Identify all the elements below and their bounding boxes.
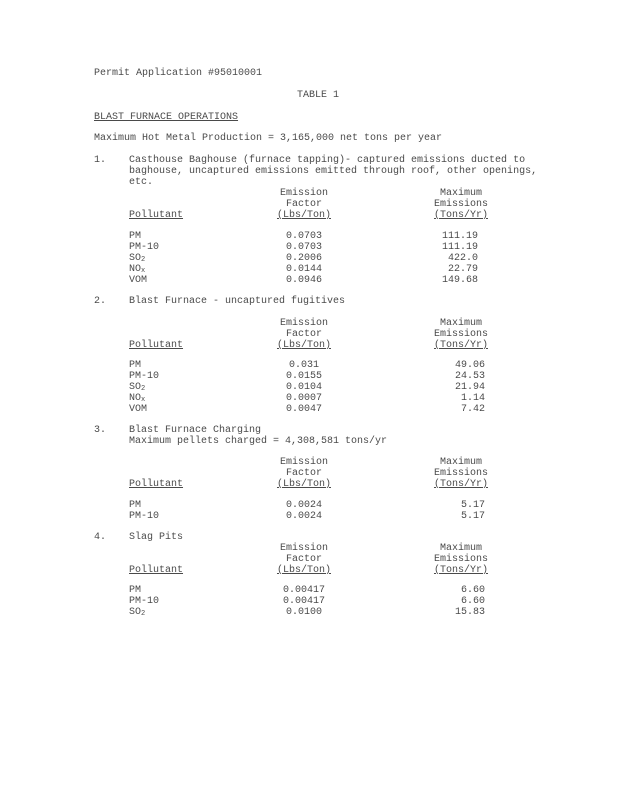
maximum-emissions: 22.79 (447, 264, 478, 275)
col-header-emissions: (Tons/Yr) (433, 565, 488, 576)
emission-factor: 0.2006 (285, 253, 322, 264)
col-header-factor: Emission (279, 543, 328, 554)
maximum-emissions: 5.17 (460, 500, 485, 511)
emission-factor: 0.031 (288, 360, 319, 371)
maximum-emissions: 149.68 (441, 275, 478, 286)
col-header-factor: Factor (285, 468, 322, 479)
table-title: TABLE 1 (296, 90, 339, 101)
permit-header: Permit Application #95010001 (94, 68, 263, 79)
pollutant-name: PM (129, 500, 142, 511)
item-number: 3. (94, 425, 107, 436)
col-header-emissions: (Tons/Yr) (433, 479, 488, 490)
maximum-emissions: 111.19 (441, 242, 478, 253)
item-number: 1. (94, 155, 107, 166)
col-header-emissions: Maximum (439, 457, 482, 468)
col-header-factor: Emission (279, 188, 328, 199)
item-number: 2. (94, 296, 107, 307)
maximum-emissions: 49.06 (454, 360, 485, 371)
emission-factor: 0.0946 (285, 275, 322, 286)
emission-factor: 0.0100 (285, 607, 322, 618)
maximum-emissions: 7.42 (460, 404, 485, 415)
item-description: Slag Pits (129, 532, 184, 543)
col-header-emissions: Maximum (439, 543, 482, 554)
col-header-factor: (Lbs/Ton) (276, 210, 331, 221)
emission-factor: 0.0703 (285, 231, 322, 242)
item-description: Blast Furnace Charging (129, 425, 262, 436)
col-header-pollutant: Pollutant (129, 565, 184, 576)
col-header-factor: Factor (285, 329, 322, 340)
pollutant-name: $NO_x$ (129, 264, 146, 275)
col-header-factor: (Lbs/Ton) (276, 565, 331, 576)
item-number: 4. (94, 532, 107, 543)
pollutant-name: VOM (129, 404, 148, 415)
item-description: Maximum pellets charged = 4,308,581 tons/yr (129, 436, 388, 447)
pollutant-name: PM (129, 360, 142, 371)
pollutant-name: PM (129, 585, 142, 596)
pollutant-name: PM-10 (129, 371, 160, 382)
emission-factor: 0.0703 (285, 242, 322, 253)
emission-factor: 0.0104 (285, 382, 322, 393)
item-description: Casthouse Baghouse (furnace tapping)- captured emissions ducted to (129, 155, 526, 166)
item-description: Blast Furnace - uncaptured fugitives (129, 296, 346, 307)
col-header-factor: Emission (279, 457, 328, 468)
item-description: baghouse, uncaptured emissions emitted through roof, other openings, (129, 166, 538, 177)
maximum-emissions: 15.83 (454, 607, 485, 618)
maximum-emissions: 111.19 (441, 231, 478, 242)
maximum-emissions: 6.60 (460, 585, 485, 596)
pollutant-name: VOM (129, 275, 148, 286)
col-header-emissions: Emissions (433, 468, 488, 479)
maximum-emissions: 21.94 (454, 382, 485, 393)
pollutant-name: $NO_x$ (129, 393, 146, 404)
emission-factor: 0.0155 (285, 371, 322, 382)
col-header-pollutant: Pollutant (129, 340, 184, 351)
col-header-factor: (Lbs/Ton) (276, 479, 331, 490)
pollutant-name: PM-10 (129, 242, 160, 253)
pollutant-name: PM (129, 231, 142, 242)
col-header-factor: Factor (285, 554, 322, 565)
col-header-emissions: Emissions (433, 199, 488, 210)
col-header-pollutant: Pollutant (129, 210, 184, 221)
production-line: Maximum Hot Metal Production = 3,165,000 net tons per year (94, 133, 443, 144)
col-header-emissions: Maximum (439, 318, 482, 329)
emission-factor: 0.0144 (285, 264, 322, 275)
maximum-emissions: 422.0 (447, 253, 478, 264)
col-header-factor: (Lbs/Ton) (276, 340, 331, 351)
col-header-emissions: (Tons/Yr) (433, 210, 488, 221)
pollutant-name: PM-10 (129, 596, 160, 607)
pollutant-name: PM-10 (129, 511, 160, 522)
col-header-pollutant: Pollutant (129, 479, 184, 490)
section-title: BLAST FURNACE OPERATIONS (94, 112, 239, 123)
col-header-emissions: Maximum (439, 188, 482, 199)
col-header-emissions: Emissions (433, 554, 488, 565)
emission-factor: 0.0007 (285, 393, 322, 404)
col-header-factor: Factor (285, 199, 322, 210)
pollutant-name: $SO_2$ (129, 253, 146, 264)
emission-factor: 0.00417 (282, 596, 325, 607)
col-header-emissions: Emissions (433, 329, 488, 340)
col-header-factor: Emission (279, 318, 328, 329)
emission-factor: 0.00417 (282, 585, 325, 596)
maximum-emissions: 1.14 (460, 393, 485, 404)
maximum-emissions: 6.60 (460, 596, 485, 607)
emission-factor: 0.0024 (285, 511, 322, 522)
col-header-emissions: (Tons/Yr) (433, 340, 488, 351)
maximum-emissions: 24.53 (454, 371, 485, 382)
emission-factor: 0.0024 (285, 500, 322, 511)
pollutant-name: $SO_2$ (129, 382, 146, 393)
item-description: etc. (129, 177, 154, 188)
pollutant-name: $SO_2$ (129, 607, 146, 618)
maximum-emissions: 5.17 (460, 511, 485, 522)
emission-factor: 0.0047 (285, 404, 322, 415)
